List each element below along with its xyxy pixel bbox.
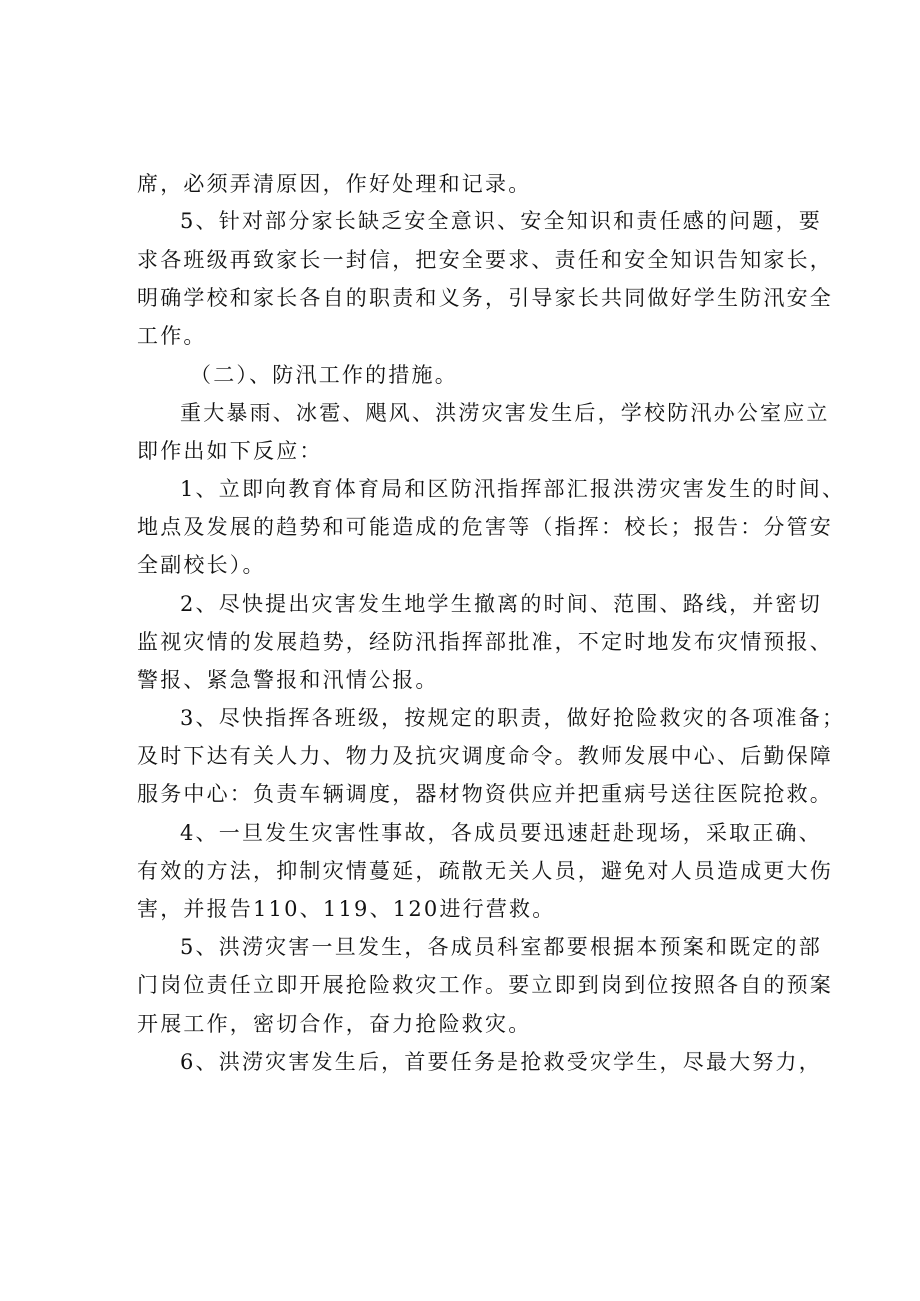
body-text-line: 有效的方法，抑制灾情蔓延，疏散无关人员，避免对人员造成更大伤 xyxy=(137,859,833,883)
body-text-line: 6、洪涝灾害发生后，首要任务是抢救受灾学生，尽最大努力， xyxy=(180,1050,822,1074)
body-text-line: 3、尽快指挥各班级，按规定的职责，做好抢险救灾的各项准备； xyxy=(180,706,846,730)
body-text-line: 5、针对部分家长缺乏安全意识、安全知识和责任感的问题，要 xyxy=(180,209,822,233)
section-heading: （二）、防汛工作的措施。 xyxy=(190,363,458,387)
body-text-line: 监视灾情的发展趋势，经防汛指挥部批准，不定时地发布灾情预报、 xyxy=(137,630,833,654)
body-text-line: 4、一旦发生灾害性事故，各成员要迅速赶赴现场，采取正确、 xyxy=(180,821,822,845)
body-text-line: 明确学校和家长各自的职责和义务，引导家长共同做好学生防汛安全 xyxy=(137,286,833,310)
body-text-line: 即作出如下反应： xyxy=(137,439,323,463)
body-text-line: 重大暴雨、冰雹、飓风、洪涝灾害发生后，学校防汛办公室应立 xyxy=(180,401,830,425)
body-text-line: 5、洪涝灾害一旦发生，各成员科室都要根据本预案和既定的部 xyxy=(180,935,822,959)
body-text-line: 1、立即向教育体育局和区防汛指挥部汇报洪涝灾害发生的时间、 xyxy=(180,477,846,501)
body-text-line: 警报、紧急警报和汛情公报。 xyxy=(137,668,439,692)
body-text-line: 席，必须弄清原因，作好处理和记录。 xyxy=(137,172,532,196)
body-text-line: 求各班级再致家长一封信，把安全要求、责任和安全知识告知家长， xyxy=(137,248,833,272)
body-text-line: 及时下达有关人力、物力及抗灾调度命令。教师发展中心、后勤保障 xyxy=(137,744,833,768)
body-text-line: 地点及发展的趋势和可能造成的危害等（指挥：校长；报告：分管安 xyxy=(137,515,833,539)
body-text-line: 害，并报告110、119、120进行营救。 xyxy=(137,897,556,921)
body-text-line: 开展工作，密切合作，奋力抢险救灾。 xyxy=(137,1012,532,1036)
body-text-line: 2、尽快提出灾害发生地学生撤离的时间、范围、路线，并密切 xyxy=(180,592,822,616)
body-text-line: 门岗位责任立即开展抢险救灾工作。要立即到岗到位按照各自的预案 xyxy=(137,973,833,997)
body-text-line: 工作。 xyxy=(137,324,207,348)
body-text-line: 全副校长）。 xyxy=(137,553,266,577)
body-text-line: 服务中心：负责车辆调度，器材物资供应并把重病号送往医院抢救。 xyxy=(137,782,833,806)
